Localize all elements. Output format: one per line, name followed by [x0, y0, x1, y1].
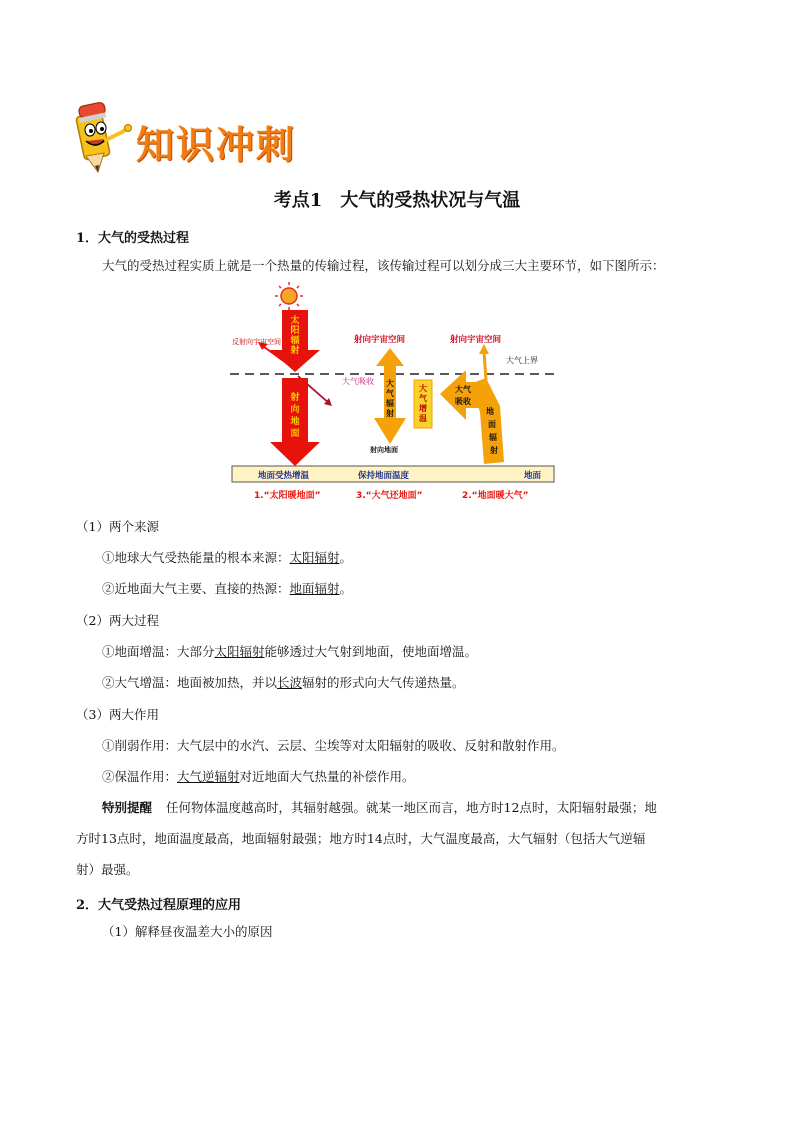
atmo-warm-char-4: 温	[419, 414, 427, 423]
sub3-item2-pre: ②保温作用：	[102, 769, 178, 784]
section2-heading: 2．大气受热过程原理的应用	[76, 898, 242, 913]
ground-radiation-char-2: 面	[488, 420, 496, 429]
sub2-item2-post: 辐射的形式向大气传递热量。	[302, 675, 465, 690]
atmo-absorb2-char-4: 收	[463, 397, 471, 406]
tip-line3: 射）最强。	[76, 862, 139, 877]
sub2-item2-pre: ②大气增温：地面被加热，并以	[102, 675, 278, 690]
ground-radiation-char-1: 地	[486, 407, 494, 416]
ground-bar-right: 地面	[524, 471, 542, 481]
section2-sub1: （1）解释昼夜温差大小的原因	[102, 924, 273, 939]
sub1-item2-pre: ②近地面大气主要、直接的热源：	[102, 581, 290, 596]
to-space-label-1: 射向宇宙空间	[354, 335, 406, 345]
sub1-item1-underlined: 太阳辐射	[289, 550, 340, 565]
sub3-item2	[102, 767, 415, 787]
banner	[66, 96, 316, 176]
sun-icon	[275, 282, 303, 310]
atmo-absorb2-char-2: 气	[463, 385, 471, 394]
sub2-item2	[102, 673, 465, 693]
sub3-heading: （3）两大作用	[76, 707, 159, 722]
solar-radiation-char-2: 阳	[290, 326, 300, 336]
sub2-item1	[102, 642, 477, 662]
sub2-item1-pre: ①地面增温：大部分	[102, 644, 215, 659]
reflect-to-space-label: 反射向宇宙空间	[232, 338, 281, 346]
sub3-item2-post: 对近地面大气热量的补偿作用。	[239, 769, 415, 784]
atmo-radiation-char-1: 大	[386, 379, 394, 388]
to-ground-char-2: 向	[290, 405, 300, 415]
sub1-heading: （1）两个来源	[76, 519, 159, 534]
tip-line1-text: 任何物体温度越高时，其辐射越强。就某一地区而言，地方时12点时，太阳辐射最强；地	[166, 800, 657, 815]
sub2-item1-underlined: 太阳辐射	[214, 644, 265, 659]
to-ground-char-4: 面	[290, 429, 300, 439]
ground-bar-left: 地面受热增温	[258, 471, 310, 481]
atmo-warm-char-3: 增	[419, 404, 427, 413]
ground-radiation-char-3: 辐	[489, 433, 497, 442]
back-to-ground-label: 射向地面	[370, 446, 398, 454]
solar-radiation-char-3: 辐	[290, 336, 300, 346]
page-title: 考点1 大气的受热状况与气温	[273, 190, 521, 211]
sub3-item1: ①削弱作用：大气层中的水汽、云层、尘埃等对太阳辐射的吸收、反射和散射作用。	[102, 738, 565, 753]
atmo-radiation-char-3: 辐	[386, 399, 394, 408]
section1-heading: 1．大气的受热过程	[76, 231, 190, 246]
atmo-warm-char-1: 大	[419, 384, 427, 393]
sub1-item1-post: 。	[339, 550, 353, 565]
atmosphere-absorb-label: 大气吸收	[342, 377, 374, 386]
ground-radiation-arrow	[470, 378, 504, 464]
atmo-absorb2-char-1: 大	[455, 385, 463, 394]
ground-bar-mid: 保持地面温度	[358, 471, 410, 481]
to-ground-char-1: 射	[290, 393, 300, 403]
sub1-item2	[102, 579, 352, 599]
sub3-item2-underlined: 大气逆辐射	[177, 769, 240, 784]
sub2-item2-underlined: 长波	[277, 675, 303, 690]
tip-line2: 方时13点时，地面温度最高，地面辐射最强；地方时14点时，大气温度最高，大气辐射（包括大气逆辐	[76, 831, 646, 846]
pencil-mascot-icon	[66, 96, 136, 176]
sub1-item1-pre: ①地球大气受热能量的根本来源：	[102, 550, 290, 565]
atmo-radiation-char-4: 射	[386, 409, 394, 418]
caption-3: 3.“大气还地面”	[356, 491, 423, 501]
solar-radiation-char-1: 太	[290, 316, 300, 326]
atmo-absorb2-char-3: 吸	[455, 397, 463, 406]
to-space-label-2: 射向宇宙空间	[450, 335, 502, 345]
sub1-item2-post: 。	[339, 581, 353, 596]
atmo-warm-char-2: 气	[419, 394, 427, 403]
tip-label: 特别提醒	[102, 800, 153, 815]
banner-title: 知识冲刺	[136, 123, 297, 167]
caption-1: 1.“太阳暖地面”	[254, 491, 321, 501]
sub1-item2-underlined: 地面辐射	[289, 581, 340, 596]
sub1-item1	[102, 548, 352, 568]
ground-to-space-arrow	[484, 352, 486, 380]
atmosphere-top-label: 大气上界	[506, 356, 538, 365]
atmo-radiation-char-2: 气	[386, 389, 394, 398]
ground-radiation-char-4: 射	[490, 446, 498, 455]
sub2-item1-post: 能够透过大气射到地面，使地面增温。	[264, 644, 478, 659]
section1-intro: 大气的受热过程实质上就是一个热量的传输过程，该传输过程可以划分成三大主要环节，如下图所示：	[102, 258, 665, 273]
tip-line1	[102, 798, 722, 818]
to-ground-char-3: 地	[290, 417, 300, 427]
solar-radiation-char-4: 射	[290, 346, 300, 356]
sub2-heading: （2）两大过程	[76, 613, 159, 628]
atmosphere-heating-diagram	[218, 282, 578, 507]
caption-2: 2.“地面暖大气”	[462, 491, 529, 501]
